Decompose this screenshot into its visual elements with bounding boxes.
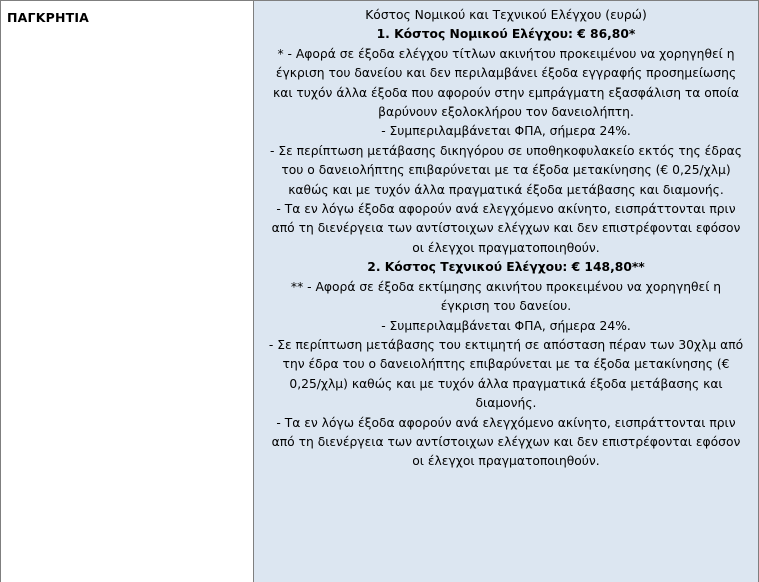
- legal-cost-title: 1. Κόστος Νομικού Ελέγχου: € 86,80*: [376, 27, 636, 42]
- cost-heading: Κόστος Νομικού και Τεχνικού Ελέγχου (ευρώ): [365, 8, 647, 22]
- legal-note-line: - Σε περίπτωση μετάβασης δικηγόρου σε υποθηκοφυλακείο εκτός της έδρας: [270, 143, 742, 158]
- technical-cost-title: 2. Κόστος Τεχνικού Ελέγχου: € 148,80**: [367, 260, 645, 275]
- legal-note-line: και τυχόν άλλα έξοδα που αφορούν στην εμπράγματη εξασφάλιση τα οποία: [272, 85, 740, 100]
- legal-note-line: έγκριση του δανείου και δεν περιλαμβάνει έξοδα εγγραφής προσημείωσης: [275, 66, 737, 81]
- legal-note-line: καθώς και με τυχόν άλλα πραγματικά έξοδα μετάβασης και διαμονής.: [288, 182, 724, 197]
- technical-note-line: ** - Αφορά σε έξοδα εκτίμησης ακινήτου προκειμένου να χορηγηθεί η: [290, 279, 722, 294]
- legal-note-line: του ο δανειολήπτης επιβαρύνεται με τα έξοδα μετακίνησης (€ 0,25/χλμ): [281, 163, 731, 178]
- technical-note-line: από τη διενέργεια των αντίστοιχων ελέγχων και δεν επιστρέφονται εφόσον: [271, 434, 741, 449]
- technical-note-line: έγκριση του δανείου.: [440, 299, 572, 314]
- legal-note-line: - Συμπεριλαμβάνεται ΦΠΑ, σήμερα 24%.: [381, 124, 631, 139]
- technical-note-line: την έδρα του ο δανειολήπτης επιβαρύνεται με τα έξοδα μετακίνησης (€: [282, 357, 730, 372]
- legal-note-line: - Τα εν λόγω έξοδα αφορούν ανά ελεγχόμενο ακίνητο, εισπράττονται πριν: [276, 202, 736, 217]
- technical-note-line: - Σε περίπτωση μετάβασης του εκτιμητή σε απόσταση πέραν των 30χλμ από: [268, 337, 744, 352]
- legal-note-line: από τη διενέργεια των αντίστοιχων ελέγχων και δεν επιστρέφονται εφόσον: [271, 221, 741, 236]
- technical-note-line: 0,25/χλμ) καθώς και με τυχόν άλλα πραγματικά έξοδα μετάβασης και: [289, 376, 723, 391]
- technical-note-line: - Τα εν λόγω έξοδα αφορούν ανά ελεγχόμενο ακίνητο, εισπράττονται πριν: [276, 415, 736, 430]
- region-label: ΠΑΓΚΡΗΤΙΑ: [7, 10, 90, 25]
- technical-note-line: - Συμπεριλαμβάνεται ΦΠΑ, σήμερα 24%.: [381, 318, 631, 333]
- legal-note-line: οι έλεγχοι πραγματοποιηθούν.: [412, 240, 600, 255]
- technical-note-line: διαμονής.: [475, 396, 537, 411]
- region-cell: [1, 1, 254, 582]
- cost-details-cell: [254, 1, 759, 582]
- technical-note-line: οι έλεγχοι πραγματοποιηθούν.: [412, 454, 600, 469]
- legal-note-line: βαρύνουν εξολοκλήρου τον δανειολήπτη.: [378, 105, 634, 120]
- legal-note-line: * - Αφορά σε έξοδα ελέγχου τίτλων ακινήτου προκειμένου να χορηγηθεί η: [277, 46, 735, 61]
